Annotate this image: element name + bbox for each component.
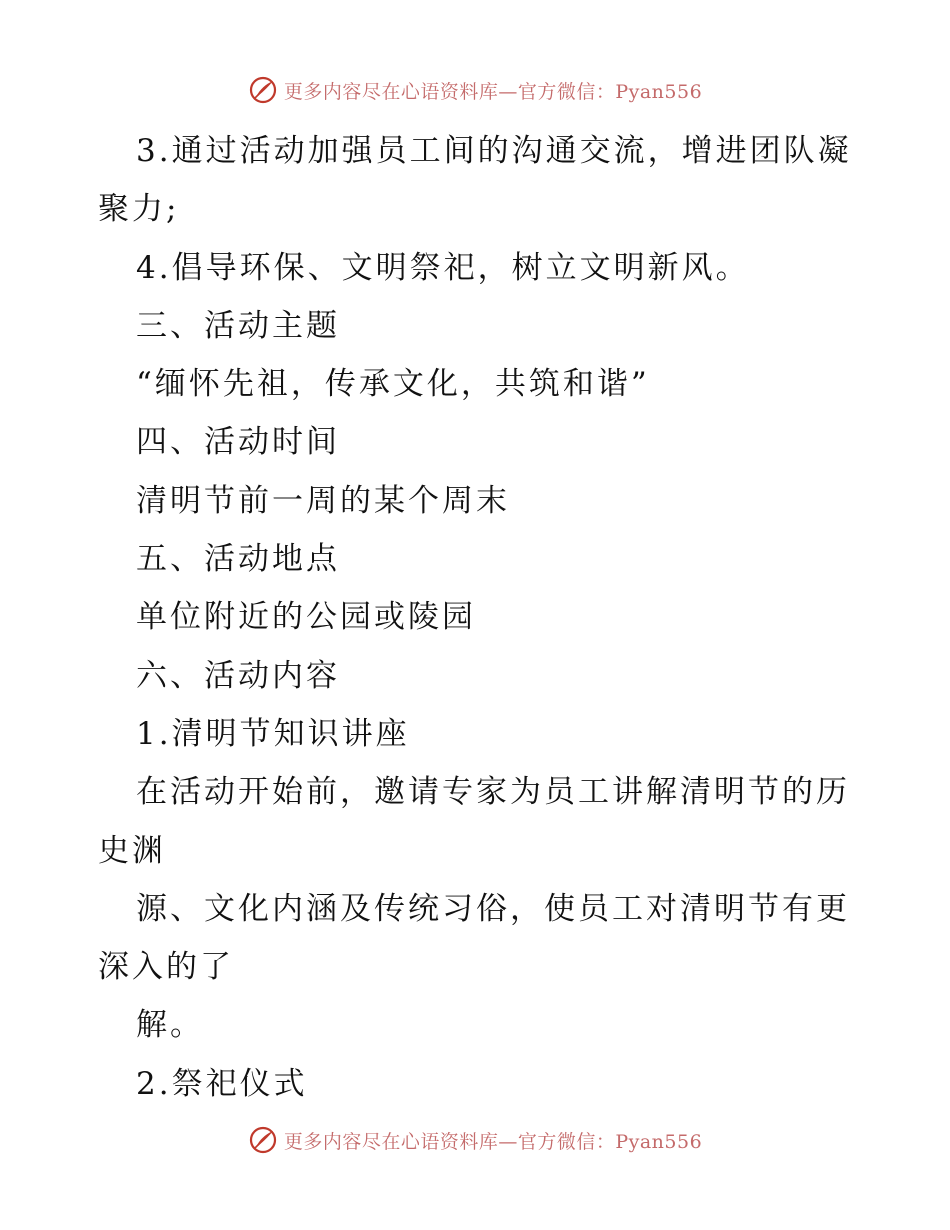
text-line: 聚力; [98,191,180,228]
section-heading: 三、活动主题 [136,307,340,344]
text-line: 3.通过活动加强员工间的沟通交流，增进团队凝 [136,133,852,169]
page-footer-banner [0,1120,950,1160]
feather-pen-logo-icon [248,75,278,105]
text-line: 在活动开始前，邀请专家为员工讲解清明节的历 [136,774,850,811]
header-banner-text: 更多内容尽在心语资料库—官方微信：Pyan556 [283,80,703,103]
text-line: 深入的了 [98,949,234,986]
section-heading: 六、活动内容 [136,657,340,694]
text-line: 清明节前一周的某个周末 [136,482,510,519]
text-line: 源、文化内涵及传统习俗，使员工对清明节有更 [136,890,850,927]
subsection-heading: 2.祭祀仪式 [136,1065,308,1102]
text-line: 史渊 [98,832,166,869]
section-heading: 四、活动时间 [136,424,340,461]
section-heading: 五、活动地点 [136,541,340,578]
feather-pen-logo-icon [248,1125,278,1155]
text-line: 单位附近的公园或陵园 [136,599,476,636]
footer-banner-text: 更多内容尽在心语资料库—官方微信：Pyan556 [283,1130,703,1153]
subsection-heading: 1.清明节知识讲座 [136,715,410,752]
page-header-banner [0,70,950,110]
document-body [98,122,858,1113]
theme-quote: “缅怀先祖，传承文化，共筑和谐” [136,366,650,403]
text-line: 4.倡导环保、文明祭祀，树立文明新风。 [136,249,750,286]
text-line: 解。 [136,1007,204,1044]
